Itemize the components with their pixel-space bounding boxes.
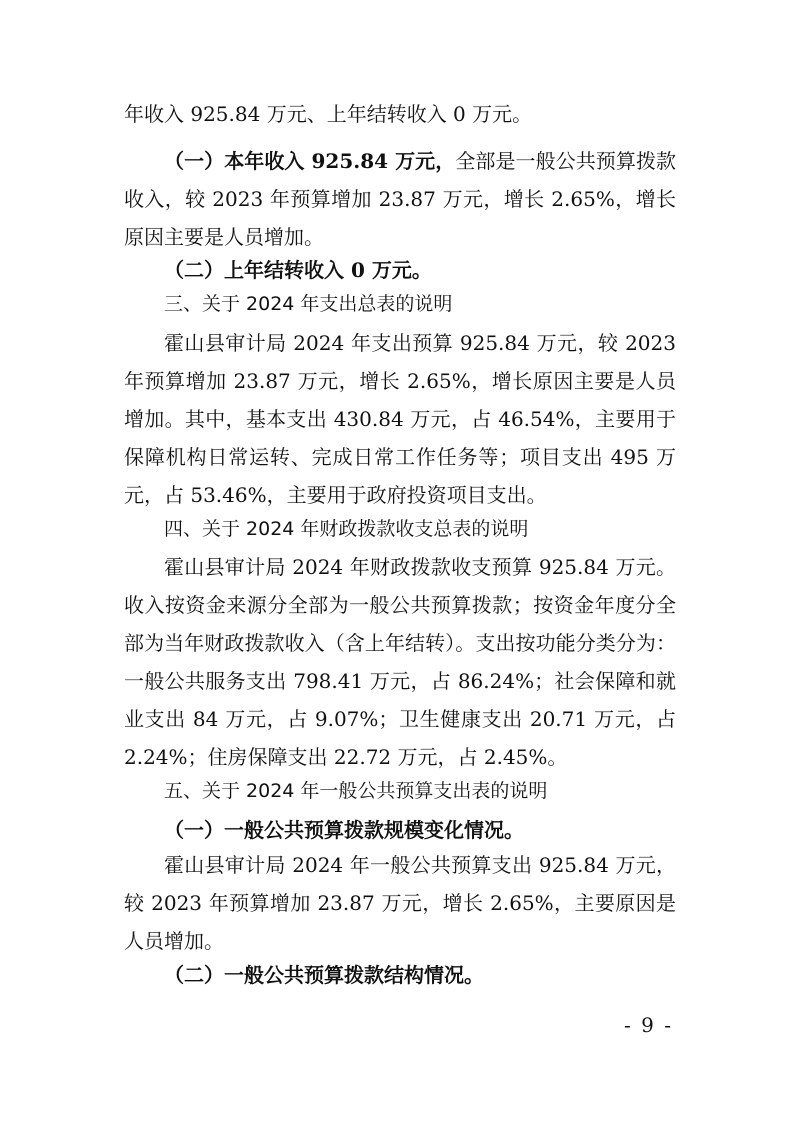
paragraph-income-summary: 年收入 925.84 万元、上年结转收入 0 万元。 (124, 102, 533, 126)
paragraph-current-year-income (124, 142, 676, 256)
paragraph-carryover-income: （二）上年结转收入 0 万元。 (164, 258, 432, 282)
page-number: - 9 - (624, 1013, 673, 1037)
paragraph-budget-scale-change: 霍山县审计局 2024 年一般公共预算支出 925.84 万元，较 2023 年预算增加 23.87 万元，增长 2.65%，主要原因是人员增加。 (124, 853, 676, 953)
section-heading-fiscal-allocation: 四、关于 2024 年财政拨款收支总表的说明 (164, 518, 529, 540)
subheading-budget-structure: （二）一般公共预算拨款结构情况。 (164, 963, 484, 987)
current-year-income-heading: （一）本年收入 925.84 万元， (164, 149, 456, 173)
section-heading-general-budget: 五、关于 2024 年一般公共预算支出表的说明 (164, 780, 548, 802)
paragraph-expenditure-summary: 霍山县审计局 2024 年支出预算 925.84 万元，较 2023 年预算增加 23.87 万元，增长 2.65%，增长原因主要是人员增加。其中，基本支出 430.84 万元，占 46.54%，主要用于保障机构日常运转、完成日常工作任务等；项目支出 495 万元，占 53.46%，主要用于政府投资项目支出。 (124, 331, 676, 507)
subheading-budget-scale-change: （一）一般公共预算拨款规模变化情况。 (164, 818, 524, 842)
section-heading-expenditure-summary: 三、关于 2024 年支出总表的说明 (164, 293, 453, 315)
current-year-income-text: 全部是一般公共预算拨款收入，较 2023 年预算增加 23.87 万元，增长 2.65%，增长原因主要是人员增加。 (124, 149, 677, 249)
paragraph-fiscal-allocation: 霍山县审计局 2024 年财政拨款收支预算 925.84 万元。收入按资金来源分全部为一般公共预算拨款；按资金年度分全部为当年财政拨款收入（含上年结转）。支出按功能分类分为：一般公共服务支出 798.41 万元，占 86.24%；社会保障和就业支出 84 万元，占 9.07%；卫生健康支出 20.71 万元，占 2.24%；住房保障支出 22.72 万元，占 2.45%。 (124, 555, 676, 769)
